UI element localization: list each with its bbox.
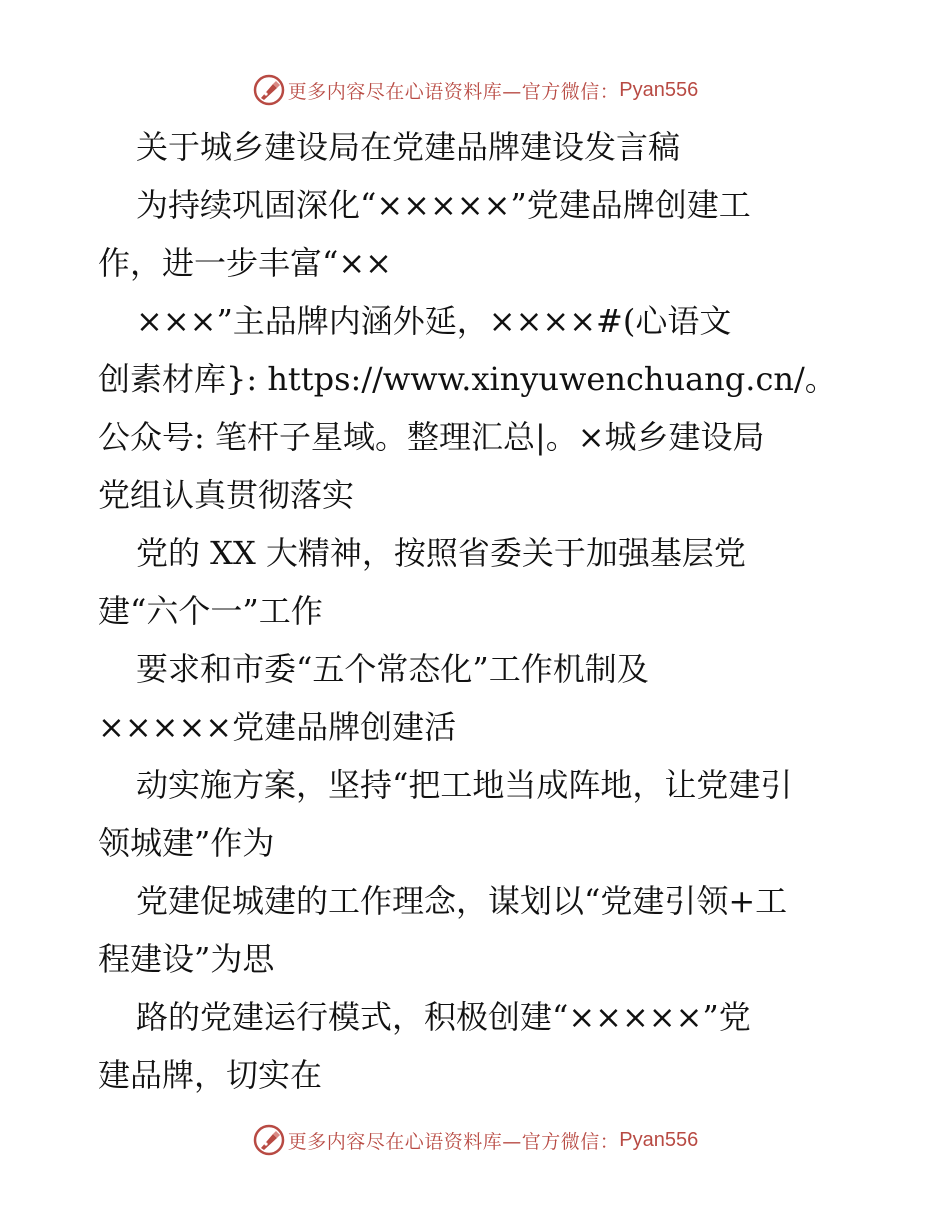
paragraph-line: 要求和市委“五个常态化”工作机制及 <box>136 650 649 688</box>
document-title: 关于城乡建设局在党建品牌建设发言稿 <box>136 128 681 166</box>
watermark-text: 更多内容尽在心语资料库—官方微信： <box>287 1130 620 1153</box>
paragraph-line: 路的党建运行模式，积极创建“×××××”党 <box>136 998 751 1036</box>
paragraph-line: 党建促城建的工作理念，谋划以“党建引领+工 <box>136 882 788 920</box>
paragraph-line: 党组认真贯彻落实 <box>98 476 355 514</box>
pen-nib-logo-icon <box>252 73 286 107</box>
paragraph-line: 动实施方案，坚持“把工地当成阵地，让党建引 <box>136 766 793 804</box>
paragraph-line: 为持续巩固深化“×××××”党建品牌创建工 <box>136 186 751 224</box>
footer-watermark <box>0 1120 950 1160</box>
document-body <box>98 118 858 1104</box>
paragraph-line: ×××××党建品牌创建活 <box>98 708 457 746</box>
header-watermark <box>0 70 950 110</box>
paragraph-line: 领城建”作为 <box>98 824 275 862</box>
paragraph-line: ×××”主品牌内涵外延，××××#(心语文 <box>136 302 732 340</box>
paragraph-line: 党的 XX 大精神，按照省委关于加强基层党 <box>136 534 746 572</box>
pen-nib-logo-icon <box>252 1123 286 1157</box>
paragraph-line: 程建设”为思 <box>98 940 275 978</box>
paragraph-line: 建品牌，切实在 <box>98 1056 323 1094</box>
paragraph-line: 作，进一步丰富“×× <box>98 244 392 282</box>
watermark-text: 更多内容尽在心语资料库—官方微信： <box>287 80 620 103</box>
paragraph-line: 公众号: 笔杆子星域。整理汇总|。×城乡建设局 <box>98 418 765 456</box>
wechat-id: Pyan556 <box>619 1128 699 1151</box>
paragraph-line: 创素材库}: https://www.xinyuwenchuang.cn/。 <box>98 360 837 398</box>
paragraph-line: 建“六个一”工作 <box>98 592 323 630</box>
wechat-id: Pyan556 <box>619 78 699 101</box>
